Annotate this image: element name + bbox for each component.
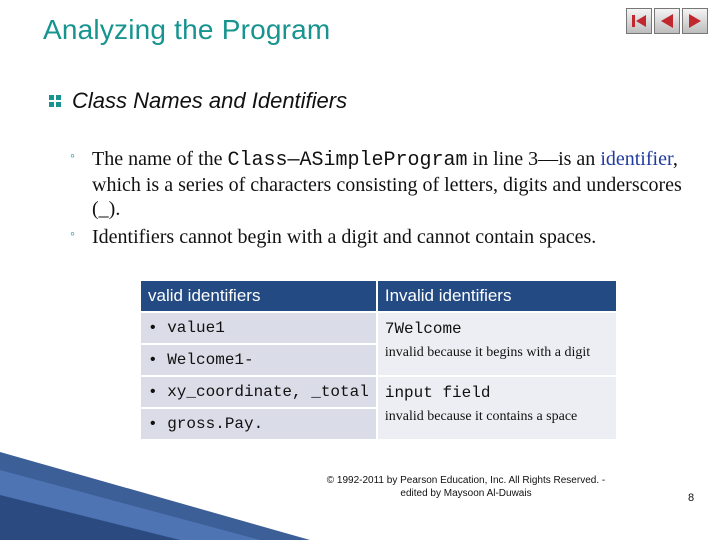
copyright-footer <box>306 475 626 500</box>
valid-cell <box>140 312 377 376</box>
invalid-identifier: 7Welcome <box>384 320 462 338</box>
corner-wave-decoration <box>0 440 310 540</box>
bullet-list <box>70 147 690 253</box>
first-slide-icon <box>630 12 648 30</box>
identifier-term: identifier <box>600 148 673 170</box>
valid-identifier: • gross.Pay. <box>141 407 376 439</box>
valid-identifier: • Welcome1- <box>141 343 376 375</box>
valid-identifier: • xy_coordinate, _total <box>148 383 369 401</box>
invalid-reason: invalid because it begins with a digit <box>384 345 591 360</box>
footer-line: edited by Maysoon Al-Duwais <box>400 487 532 499</box>
first-slide-button[interactable] <box>626 8 652 34</box>
valid-header: valid identifiers <box>140 280 377 312</box>
slide-title: Analyzing the Program <box>43 14 331 45</box>
prev-slide-icon <box>658 12 676 30</box>
prev-slide-button[interactable] <box>654 8 680 34</box>
next-slide-button[interactable] <box>682 8 708 34</box>
class-name-code: Class—ASimpleProgram <box>227 149 468 172</box>
invalid-cell <box>377 376 617 440</box>
page-number: 8 <box>688 492 695 504</box>
invalid-header: Invalid identifiers <box>377 280 617 312</box>
invalid-cell <box>377 312 617 376</box>
circle-bullet-icon: ◦ <box>70 149 75 164</box>
next-slide-icon <box>686 12 704 30</box>
list-item: ◦ The name of the Class—ASimpleProgram in line 3—is an identifier, which is a series of characters consisting of letters, digits and underscores (_). <box>70 148 682 220</box>
slide-nav <box>626 8 708 34</box>
table-row <box>140 312 617 376</box>
valid-identifier: • value1 <box>148 319 225 337</box>
section-heading-row <box>48 88 347 114</box>
footer-line: © 1992-2011 by Pearson Education, Inc. All Rights Reserved. - <box>326 475 606 486</box>
square-bullet-icon <box>48 94 62 108</box>
circle-bullet-icon: ◦ <box>70 227 75 242</box>
valid-cell <box>140 376 377 440</box>
table-row <box>140 376 617 440</box>
invalid-identifier: input field <box>384 384 491 402</box>
table-header-row <box>140 280 617 312</box>
invalid-reason: invalid because it contains a space <box>384 409 578 424</box>
list-item: ◦ Identifiers cannot begin with a digit and cannot contain spaces. <box>70 226 597 248</box>
identifiers-table <box>139 279 618 441</box>
section-heading: Class Names and Identifiers <box>72 88 348 113</box>
